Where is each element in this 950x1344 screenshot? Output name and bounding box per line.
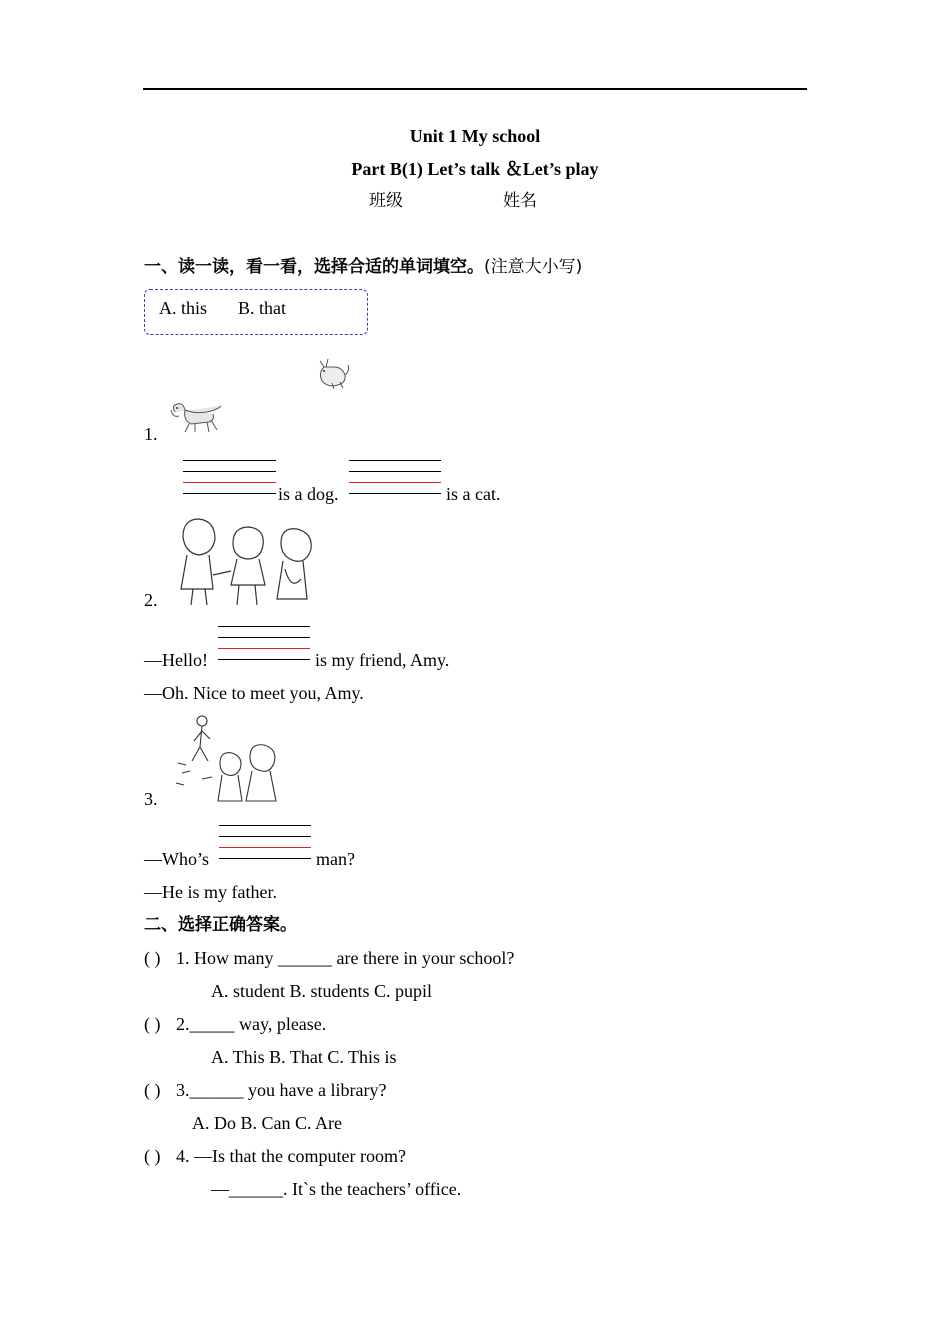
q2-line1-prefix: —Hello!: [144, 650, 208, 670]
writing-line-red: [219, 847, 311, 848]
header-rule: [143, 88, 807, 90]
question-stem: 2._____ way, please.: [176, 1014, 327, 1034]
page-title: Unit 1 My school: [409, 126, 541, 146]
writing-line-red: [218, 648, 310, 649]
writing-line: [183, 493, 276, 494]
question-options: A. Do B. Can C. Are: [192, 1113, 342, 1133]
family-illustration: [172, 713, 284, 805]
writing-line: [219, 858, 311, 859]
answer-bracket: ( ): [144, 948, 161, 968]
question-options: A. student B. students C. pupil: [211, 981, 433, 1001]
q1-text-a: is a dog.: [278, 484, 339, 504]
writing-line: [349, 493, 441, 494]
section1-note: (注意大小写): [484, 257, 583, 277]
name-label: 姓名: [503, 191, 537, 211]
option-a: A. this: [159, 298, 208, 318]
question-stem: 3.______ you have a library?: [176, 1080, 387, 1100]
answer-bracket: ( ): [144, 1146, 161, 1166]
writing-line: [219, 825, 311, 826]
writing-line: [349, 471, 441, 472]
writing-line: [219, 836, 311, 837]
writing-line: [183, 471, 276, 472]
three-kids-illustration: [173, 515, 319, 607]
q2-number: 2.: [144, 590, 158, 610]
q2-line1-suffix: is my friend, Amy.: [315, 650, 450, 670]
q3-line1-suffix: man?: [316, 849, 355, 869]
question-options: A. This B. That C. This is: [211, 1047, 397, 1067]
answer-bracket: ( ): [144, 1014, 161, 1034]
cat-illustration: [312, 355, 352, 391]
dog-illustration: [169, 400, 225, 436]
question-stem: 1. How many ______ are there in your school?: [176, 948, 515, 968]
writing-line-red: [349, 482, 441, 483]
class-label: 班级: [369, 191, 403, 211]
writing-line: [218, 637, 310, 638]
q3-line2: —He is my father.: [144, 882, 277, 902]
writing-line: [183, 460, 276, 461]
q1-text-b: is a cat.: [446, 484, 501, 504]
q1-number: 1.: [144, 424, 158, 444]
question-stem: 4. —Is that the computer room?: [176, 1146, 406, 1166]
writing-line: [218, 659, 310, 660]
writing-line: [218, 626, 310, 627]
section2-heading: 二、选择正确答案。: [144, 915, 297, 935]
option-b: B. that: [238, 298, 286, 318]
writing-line: [349, 460, 441, 461]
answer-bracket: ( ): [144, 1080, 161, 1100]
question-options: —______. It`s the teachers’ office.: [211, 1179, 462, 1199]
q2-line2: —Oh. Nice to meet you, Amy.: [144, 683, 364, 703]
page-subtitle: Part B(1) Let’s talk ＆Let’s play: [351, 159, 599, 179]
q3-number: 3.: [144, 789, 158, 809]
writing-line-red: [183, 482, 276, 483]
section1-heading: 一、读一读，看一看，选择合适的单词填空。: [144, 257, 484, 277]
q3-line1-prefix: —Who’s: [144, 849, 209, 869]
section1-heading-row: [144, 257, 582, 276]
